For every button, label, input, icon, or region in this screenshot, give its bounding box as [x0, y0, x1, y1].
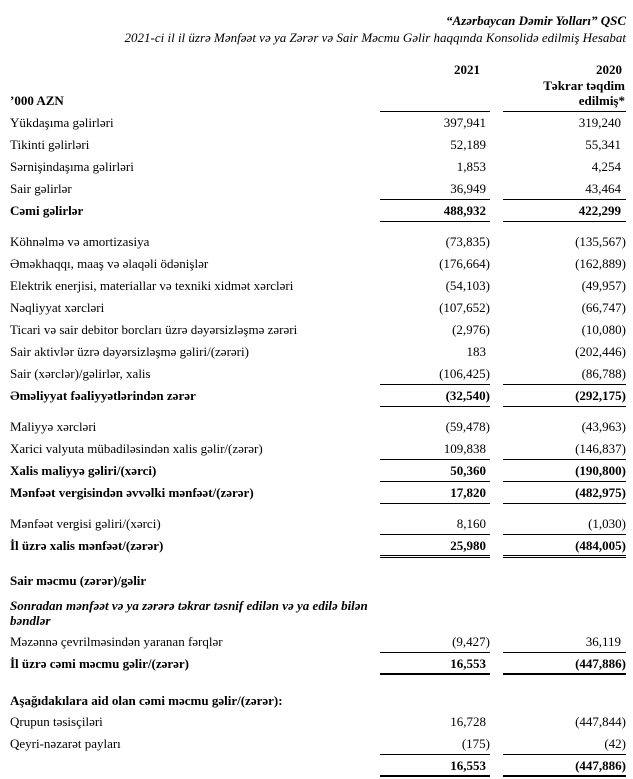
value-2020: (482,975) [503, 482, 626, 504]
row-label: Əməliyyat fəaliyyətlərindən zərər [10, 388, 196, 403]
value-2021: 8,160 [380, 513, 490, 535]
value-2021: 25,980 [380, 535, 490, 558]
row-label: Xalis maliyyə gəliri/(xərci) [10, 463, 157, 478]
value-2020 [503, 570, 626, 591]
row-label: Ticari və sair debitor borcları üzrə dəyərsizləşmə zərəri [10, 322, 298, 337]
value-2020: (66,747) [581, 300, 626, 315]
value-2020 [503, 690, 626, 711]
row-label: Sair aktivlər üzrə dəyərsizləşmə gəliri/(zərəri) [10, 344, 249, 359]
value-2020: (190,800) [503, 460, 626, 482]
table-row-net-finance [10, 460, 626, 482]
report-subtitle: 2021-ci il il üzrə Mənfəət və ya Zərər və Sair Məcmu Gəlir haqqında Konsolidə edilmiş Hesabat [124, 30, 626, 45]
value-2020: (49,957) [581, 278, 626, 293]
row-label [10, 755, 380, 777]
value-2021: 50,360 [380, 460, 490, 482]
row-label: Əməkhaqqı, maaş və əlaqəli ödənişlər [10, 256, 209, 271]
column-header-2020 [503, 61, 626, 112]
value-2020: 43,464 [503, 178, 626, 200]
row-label: Sonradan mənfəət və ya zərərə təkrar təsnif edilən və ya edilə bilən bəndlər [10, 598, 368, 628]
value-2020: (292,175) [503, 385, 626, 407]
value-2020: (484,005) [503, 535, 626, 558]
column-note-restated: Təkrar təqdim edilmiş* [543, 78, 625, 108]
value-2021: (59,478) [445, 419, 490, 434]
table-row [10, 253, 626, 275]
table-row-profit-before-tax [10, 482, 626, 504]
row-label: Qeyri-nəzarət payları [10, 736, 121, 751]
row-label: Nəqliyyat xərcləri [10, 300, 105, 315]
value-2020: (162,889) [575, 256, 626, 271]
value-2021: (176,664) [439, 256, 490, 271]
section-heading-attribution [10, 690, 626, 711]
row-label: Cəmi gəlirlər [10, 203, 84, 218]
value-2020: (1,030) [503, 513, 626, 535]
row-label: Mənfəət vergisi gəliri/(xərci) [10, 516, 161, 531]
value-2020: (447,886) [503, 755, 626, 777]
value-2021: 17,820 [380, 482, 490, 504]
column-year-2021: 2021 [454, 62, 480, 77]
row-label: Maliyyə xərcləri [10, 419, 97, 434]
table-row-operating-loss [10, 385, 626, 407]
table-header [10, 61, 626, 112]
value-2021: 1,853 [456, 159, 486, 174]
value-2020: 4,254 [591, 159, 621, 174]
value-2021 [380, 690, 490, 711]
value-2021: (73,835) [445, 234, 490, 249]
value-2020: (146,837) [503, 438, 626, 460]
value-2020: (10,080) [581, 322, 626, 337]
table-row [10, 319, 626, 341]
value-2020 [503, 595, 626, 631]
table-row [10, 134, 626, 156]
value-2020: (42) [503, 733, 626, 755]
value-2020: (86,788) [503, 363, 626, 385]
table-row [10, 297, 626, 319]
row-label: Məzənnə çevrilməsindən yaranan fərqlər [10, 634, 223, 649]
value-2021 [380, 595, 490, 631]
table-row [10, 363, 626, 385]
row-label: Köhnəlmə və amortizasiya [10, 234, 150, 249]
value-2020: 422,299 [503, 200, 626, 222]
table-row-net-profit [10, 535, 626, 558]
value-2020: 55,341 [585, 137, 621, 152]
value-2021: 109,838 [380, 438, 490, 460]
value-2021: 16,553 [380, 653, 490, 675]
table-row [10, 438, 626, 460]
value-2021: 397,941 [443, 115, 486, 130]
value-2021: (107,652) [439, 300, 490, 315]
value-2020: (447,886) [503, 653, 626, 675]
value-2021 [380, 570, 490, 591]
value-2020: 319,240 [578, 115, 621, 130]
value-2021: (2,976) [452, 322, 490, 337]
value-2020: (202,446) [575, 344, 626, 359]
row-label: Elektrik enerjisi, materiallar və texniki xidmət xərcləri [10, 278, 294, 293]
row-label: Tikinti gəlirləri [10, 137, 90, 152]
column-year-2020: 2020 [596, 62, 622, 77]
row-label: İl üzrə cəmi məcmu gəlir/(zərər) [10, 656, 190, 671]
value-2021: (175) [380, 733, 490, 755]
table-row-total-revenue [10, 200, 626, 222]
row-label: Xarici valyuta mübadiləsindən xalis gəlir/(zərər) [10, 441, 263, 456]
table-row [10, 112, 626, 134]
table-row [10, 733, 626, 755]
row-label: Sərnişindaşıma gəlirləri [10, 159, 134, 174]
column-header-2021 [380, 61, 490, 112]
table-row [10, 631, 626, 653]
row-label: Sair məcmu (zərər)/gəlir [10, 573, 147, 588]
table-row [10, 711, 626, 733]
value-2021: (106,425) [380, 363, 490, 385]
value-2020: (135,567) [575, 234, 626, 249]
value-2021: (9,427) [380, 631, 490, 653]
value-2020: 36,119 [503, 631, 626, 653]
value-2020: (43,963) [581, 419, 626, 434]
row-label: İl üzrə xalis mənfəət/(zərər) [10, 538, 164, 553]
table-row [10, 416, 626, 438]
value-2021: 183 [466, 344, 486, 359]
row-label: Qrupun təsisçiləri [10, 714, 103, 729]
value-2021: (32,540) [380, 385, 490, 407]
table-row [10, 178, 626, 200]
table-row [10, 275, 626, 297]
value-2021: 16,728 [450, 714, 486, 729]
row-label: Yükdaşıma gəlirləri [10, 115, 114, 130]
row-label: Aşağıdakılara aid olan cəmi məcmu gəlir/(zərər): [10, 693, 283, 708]
table-row [10, 341, 626, 363]
table-row-total-comprehensive [10, 653, 626, 675]
table-row [10, 513, 626, 535]
section-heading-oci [10, 570, 626, 591]
row-label: Sair gəlirlər [10, 181, 72, 196]
row-label: Mənfəət vergisindən əvvəlki mənfəət/(zərər) [10, 485, 254, 500]
value-2020: (447,844) [575, 714, 626, 729]
section-heading-reclassifiable [10, 595, 626, 631]
value-2021: 36,949 [380, 178, 490, 200]
value-2021: 488,932 [380, 200, 490, 222]
table-row [10, 156, 626, 178]
value-2021: (54,103) [445, 278, 490, 293]
unit-label: ’000 AZN [10, 93, 64, 108]
table-row-attribution-total [10, 755, 626, 777]
row-label: Sair (xərclər)/gəlirlər, xalis [10, 366, 151, 381]
table-row [10, 231, 626, 253]
value-2021: 16,553 [380, 755, 490, 777]
report-title: “Azərbaycan Dəmir Yolları” QSC [446, 13, 626, 28]
value-2021: 52,189 [450, 137, 486, 152]
